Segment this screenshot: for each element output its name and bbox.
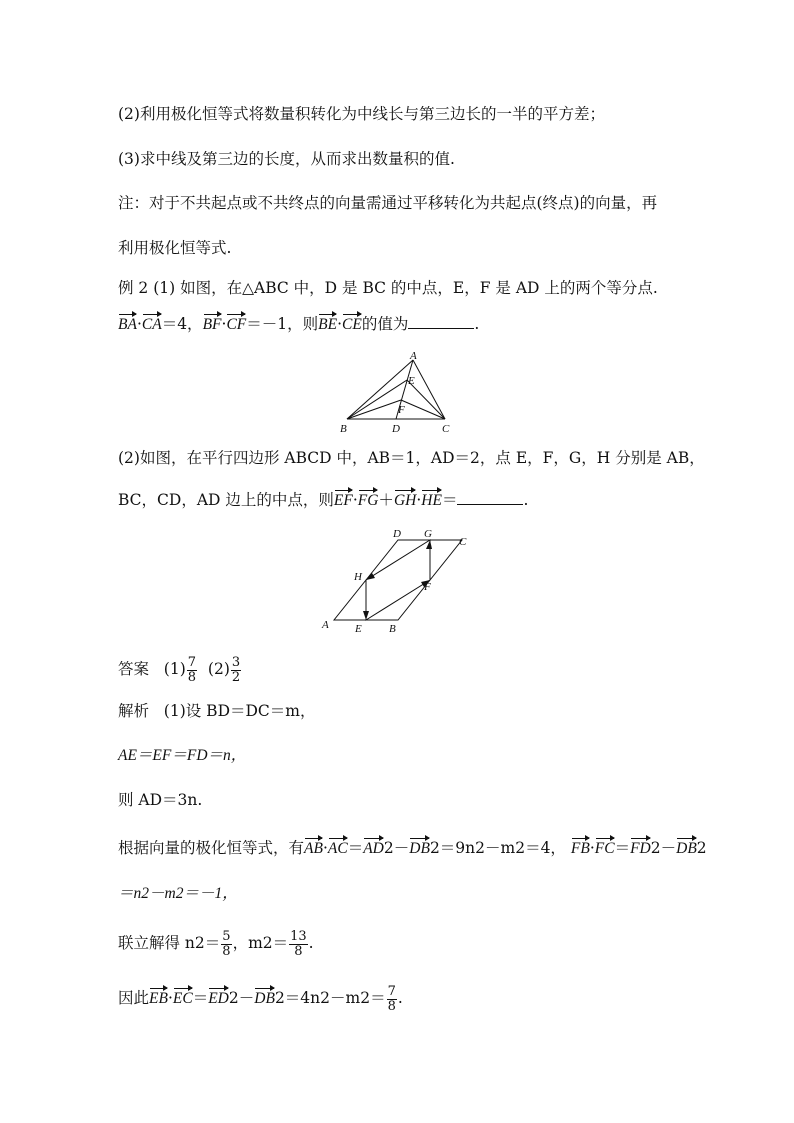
example-2-intro: 例 2 (1) 如图，在△ABC 中，D 是 BC 的中点，E，F 是 AD 上的两个等分点. — [118, 279, 658, 297]
text: . — [523, 491, 529, 509]
label-F: F — [398, 404, 405, 416]
vector-DB: DB — [676, 836, 697, 856]
label-E: E — [408, 375, 415, 387]
numerator: 5 — [222, 928, 231, 944]
fraction — [387, 985, 397, 1014]
vector-FD: FD — [630, 836, 651, 856]
vector-EC: EC — [173, 986, 193, 1006]
answer-line — [118, 654, 242, 685]
denominator: 8 — [187, 669, 197, 685]
text: · — [416, 491, 422, 509]
fraction — [231, 656, 241, 685]
text: ＋ — [378, 491, 394, 509]
text: . — [397, 989, 403, 1007]
answer-part-2: (2) — [207, 660, 230, 678]
text: ，m2＝ — [232, 934, 289, 952]
numerator: 7 — [187, 654, 197, 670]
answer-part-1: (1) — [163, 660, 186, 678]
step-3-text: (3)求中线及第三边的长度，从而求出数量积的值. — [118, 150, 455, 168]
solution-line-6 — [118, 928, 314, 959]
vector-EF: EF — [334, 488, 353, 508]
segment-AC — [413, 360, 445, 419]
solution-line-5: ＝n2－m2＝－1， — [118, 885, 238, 902]
label-A: A — [410, 352, 417, 362]
fraction — [221, 930, 231, 959]
example-2-conditions — [118, 312, 479, 334]
vector-AD: AD — [363, 836, 384, 856]
denominator: 8 — [387, 998, 396, 1014]
part-2-line-2 — [118, 488, 528, 510]
text: . — [474, 315, 480, 333]
text: ＝4， — [161, 315, 203, 333]
denominator: 2 — [231, 669, 241, 685]
label-F: F — [424, 581, 431, 593]
text: 根据向量的极化恒等式，有 — [118, 839, 305, 857]
text: BC，CD，AD 边上的中点，则 — [118, 491, 334, 509]
text: · — [337, 315, 342, 333]
text: ＝ — [347, 839, 364, 857]
text: 2 — [696, 839, 707, 857]
text: 2＝4n2－m2＝ — [274, 989, 386, 1007]
solution-line-7 — [118, 983, 403, 1014]
text: 2－ — [228, 989, 255, 1007]
text: ＝ — [441, 491, 458, 509]
segment-BF — [347, 400, 401, 419]
text: 因此 — [118, 989, 150, 1007]
text: · — [221, 315, 227, 333]
label-E: E — [355, 623, 362, 635]
solution-line-4 — [118, 836, 707, 858]
note-line-1: 注：对于不共起点或不共终点的向量需通过平移转化为共起点(终点)的向量，再 — [118, 194, 658, 212]
solution-label: 解析 — [118, 702, 150, 720]
fraction — [289, 930, 308, 959]
denominator: 8 — [294, 943, 303, 959]
text: . — [308, 934, 314, 952]
note-line-2: 利用极化恒等式. — [118, 239, 232, 257]
text: 的值为 — [361, 315, 409, 333]
text: · — [352, 491, 358, 509]
step-2-text: (2)利用极化恒等式将数量积转化为中线长与第三边长的一半的平方差； — [118, 105, 605, 123]
vector-FC: FC — [595, 836, 615, 856]
text: 2－ — [650, 839, 677, 857]
triangle-figure — [335, 352, 465, 436]
vector-CA: CA — [142, 312, 162, 332]
label-H: H — [354, 571, 362, 583]
answer-blank — [457, 490, 523, 505]
vector-DB: DB — [409, 836, 430, 856]
answer-blank — [408, 314, 474, 329]
segment-CF — [401, 400, 445, 419]
solution-line-3: 则 AD＝3n. — [118, 791, 203, 809]
text: (1)设 BD＝DC＝m， — [163, 702, 316, 720]
label-D: D — [392, 423, 400, 435]
numerator: 13 — [290, 928, 307, 944]
vector-FB: FB — [571, 836, 590, 856]
text: · — [589, 839, 595, 857]
numerator: 7 — [387, 983, 396, 999]
vector-CE: CE — [342, 312, 362, 332]
vector-GH: GH — [394, 488, 416, 508]
vector-BE: BE — [318, 312, 337, 332]
part-2-line-1: (2)如图，在平行四边形 ABCD 中，AB＝1，AD＝2，点 E，F，G，H 分别是 AB， — [118, 449, 705, 467]
vector-BA: BA — [118, 312, 137, 332]
label-B: B — [340, 423, 347, 435]
text: 2＝9n2－m2＝4， — [429, 839, 566, 857]
text: 2－ — [383, 839, 410, 857]
vector-HE: HE — [421, 488, 442, 508]
vector-AC: AC — [328, 836, 348, 856]
vector-CF: CF — [226, 312, 246, 332]
vector-EB: EB — [149, 986, 168, 1006]
text: ＝ — [192, 989, 209, 1007]
text: ＝－1，则 — [246, 315, 319, 333]
vector-AB: AB — [304, 836, 323, 856]
answer-label: 答案 — [118, 660, 150, 678]
vector-BF: BF — [203, 312, 222, 332]
label-G: G — [424, 528, 432, 540]
denominator: 8 — [222, 943, 231, 959]
text: ＝ — [614, 839, 631, 857]
label-C: C — [459, 536, 467, 548]
text: · — [167, 989, 173, 1007]
fraction — [187, 656, 197, 685]
text: · — [322, 839, 328, 857]
label-C: C — [442, 423, 450, 435]
solution-line-2: AE＝EF＝FD＝n， — [118, 747, 247, 764]
parallelogram-figure — [318, 524, 478, 636]
numerator: 3 — [231, 654, 241, 670]
text: 联立解得 n2＝ — [118, 934, 221, 952]
label-D: D — [393, 528, 401, 540]
label-A: A — [322, 619, 329, 631]
quadrilateral-EFGH — [366, 540, 430, 620]
vector-DB: DB — [254, 986, 275, 1006]
vector-FG: FG — [358, 488, 379, 508]
solution-line-1 — [118, 701, 315, 721]
vector-ED: ED — [208, 986, 229, 1006]
text: · — [136, 315, 142, 333]
label-B: B — [389, 623, 396, 635]
